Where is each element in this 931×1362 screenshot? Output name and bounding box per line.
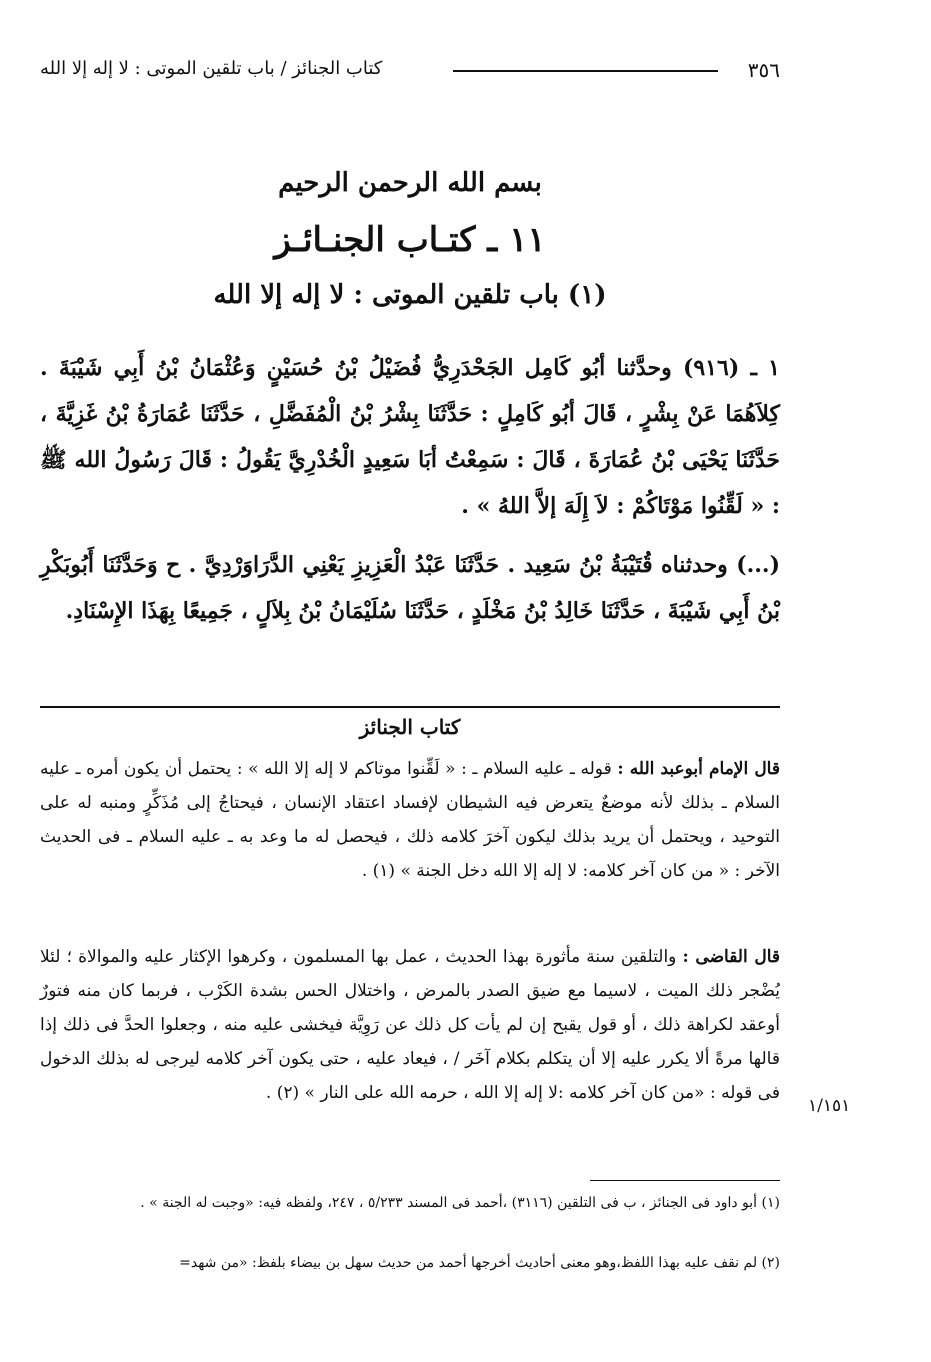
footnote-2-text: (٢) لم نقف عليه بهذا اللفظ،وهو معنى أحاديث أخرجها أحمد من حديث سهل بن بيضاء بلفظ: «من شهد= [179, 1255, 780, 1271]
margin-reference: ١/١٥١ [808, 1096, 851, 1116]
footnote-1 [40, 1190, 780, 1216]
hadith-2: (...) وحدثناه قُتَيْبَةُ بْنُ سَعِيد . حَدَّثَنَا عَبْدُ الْعَزِيزِ يَعْنِي الدَّرَاوَرْدِيَّ . ح وَحَدَّثَنَا أَبُوبَكْرِ بْنُ أَبِي شَيْبَةَ ، حَدَّثَنَا خَالِدُ بْنُ مَخْلَدٍ ، حَدَّثَنَا سُلَيْمَانُ بْنُ بِلاَلٍ ، جَمِيعًا بِهَذَا الإِسْنَادِ. [40, 552, 780, 624]
commentary-1-text: قوله ـ عليه السلام ـ : « لَقِّنوا موتاكم لا إله إلا الله » : يحتمل أن يكون أمره ـ عليه السلام ـ بذلك لأنه موضعٌ يتعرض فيه الشيطان لإفساد اعتقاد الإنسان ، فيحتاجُ إلى مُذَكِّرٍ ومنبه له على التوحيد ، ويحتمل أن يريد بذلك ليكون آخرَ كلامه ذلك ، فيحصل له ما وعد به ـ عليه السلام ـ فى الحديث الآخر : « من كان آخر كلامه: لا إله إلا الله دخل الجنة » (١) . [40, 759, 780, 881]
book-title: ١١ ـ كتـاب الجنـائـز [274, 220, 546, 260]
commentary-2-text: والتلقين سنة مأثورة بهذا الحديث ، عمل بها المسلمون ، وكرهوا الإكثار عليه والموالاة ؛ لئلا يُضْجر ذلك الميت ، لاسيما مع ضيق الصدر بالمرض ، واختلال الحس بشدة الكَرْب ، فربما كان منه فتورٌ أوعقد لكراهة ذلك ، أو قول يقبح إن لم يأت كل ذلك عن رَوِيَّة فيخشى عليه منه ، وجعلوا الحدَّ فى ذلك إذا قالها مرةً ألا يكرر عليه إلا أن يتكلم بكلام آخَر / ، فيعاد عليه ، حتى يكون آخر كلامه ليرجى له بذلك الدخول فى قوله : «من كان آخر كلامه :لا إله إلا الله ، حرمه الله على النار » (٢) . [40, 947, 780, 1103]
basmala: بسم الله الرحمن الرحيم [278, 168, 542, 198]
footnote-1-text: (١) أبو داود فى الجنائز ، ب فى التلقين (٣١١٦) ،أحمد فى المسند ٥/٢٣٣ ، ٢٤٧، ولفظه فيه: «وجبت له الجنة » . [140, 1195, 780, 1211]
footnote-rule [590, 1180, 780, 1181]
section-divider [40, 706, 780, 708]
chapter-title: (١) باب تلقين الموتى : لا إله إلا الله [213, 280, 607, 310]
commentary-1-lead: قال الإمام أبوعبد الله : [617, 759, 780, 779]
commentary-title: كتاب الجنائز [359, 715, 461, 739]
header-rule [453, 70, 718, 72]
commentary-paragraph-2 [40, 940, 780, 1110]
hadith-text [40, 345, 780, 529]
hadith-1: ١ ـ (٩١٦) وحدَّثنا أبُو كَامِل الجَحْدَرِيُّ فُضَيْلُ بْنُ حُسَيْنٍ وَعُثْمَانُ بْنُ أَبِي شَيْبَةَ . كِلاَهُمَا عَنْ بِشْرٍ ، قَالَ أبُو كَامِلٍ : حَدَّثَنَا بِشْرُ بْنُ الْمُفَضَّلِ ، حَدَّثَنَا عُمَارَةُ بْنُ غَزِيَّةَ ، حَدَّثَنَا يَحْيَى بْنُ عُمَارَةَ ، قَالَ : سَمِعْتُ أبَا سَعِيدٍ الْخُدْرِيَّ يَقُولُ : قَالَ رَسُولُ الله ﷺ : « لَقِّنُوا مَوْتَاكُمْ : لاَ إِلَهَ إلاَّ اللهُ » . [40, 355, 780, 519]
page-number: ٣٥٦ [747, 58, 780, 82]
running-header [40, 58, 780, 84]
commentary-paragraph-1 [40, 752, 780, 888]
running-title: كتاب الجنائز / باب تلقين الموتى : لا إله إلا الله [40, 58, 383, 79]
commentary-2-lead: قال القاضى : [682, 947, 780, 967]
footnote-2 [40, 1250, 780, 1276]
hadith-text-2 [40, 542, 780, 634]
